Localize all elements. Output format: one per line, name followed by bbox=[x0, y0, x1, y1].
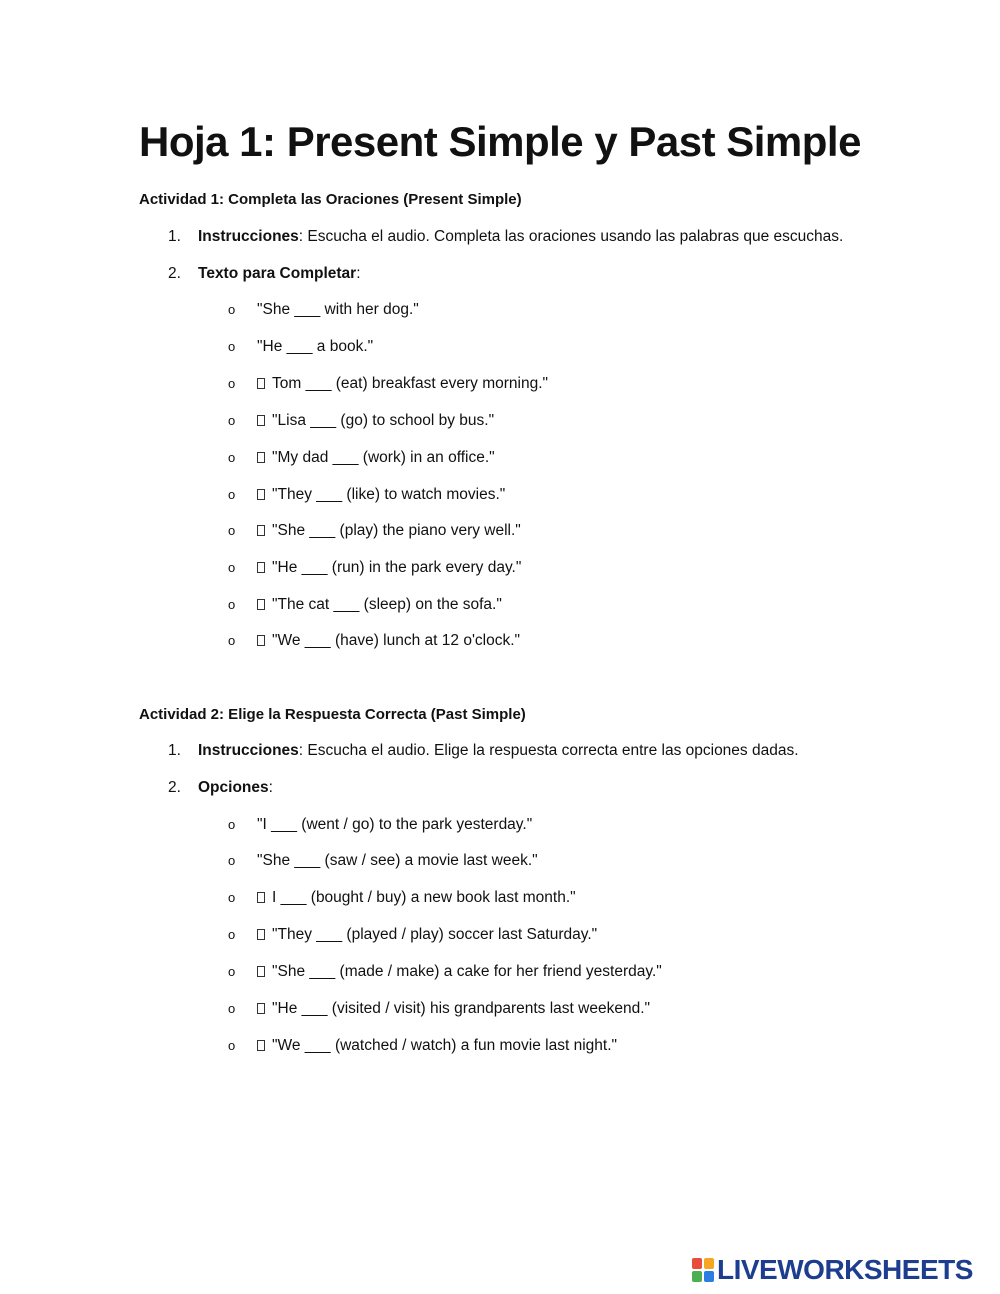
bullet-icon: o bbox=[228, 339, 236, 354]
bullet-icon: o bbox=[228, 1038, 236, 1053]
list-item bbox=[228, 338, 373, 356]
activity-2-heading: Actividad 2: Elige la Respuesta Correcta (Past Simple) bbox=[139, 706, 526, 723]
sentence-text: "I ___ (went / go) to the park yesterday." bbox=[257, 816, 533, 833]
list-item bbox=[228, 852, 538, 870]
sentence-text: I ___ (bought / buy) a new book last month." bbox=[272, 889, 576, 906]
logo-square bbox=[704, 1258, 714, 1269]
list-number: 2. bbox=[168, 265, 181, 282]
missing-glyph-icon bbox=[257, 525, 265, 536]
missing-glyph-icon bbox=[257, 378, 265, 389]
liveworksheets-logo bbox=[692, 1254, 973, 1286]
sentence-text: "She ___ with her dog." bbox=[257, 301, 419, 318]
list-number: 2. bbox=[168, 779, 181, 796]
item-label: Instrucciones bbox=[198, 742, 299, 759]
sentence-text: "She ___ (saw / see) a movie last week." bbox=[257, 852, 538, 869]
list-item bbox=[228, 926, 597, 944]
list-item bbox=[228, 559, 521, 577]
list-item bbox=[228, 301, 419, 319]
activity-1-text-to-complete bbox=[168, 265, 361, 283]
item-label: Instrucciones bbox=[198, 228, 299, 245]
missing-glyph-icon bbox=[257, 892, 265, 903]
list-item bbox=[228, 412, 494, 430]
bullet-icon: o bbox=[228, 964, 236, 979]
bullet-icon: o bbox=[228, 413, 236, 428]
missing-glyph-icon bbox=[257, 1003, 265, 1014]
bullet-icon: o bbox=[228, 890, 236, 905]
sentence-text: "He ___ (visited / visit) his grandparents last weekend." bbox=[272, 1000, 651, 1017]
logo-square bbox=[692, 1258, 702, 1269]
list-item bbox=[228, 486, 505, 504]
missing-glyph-icon bbox=[257, 562, 265, 573]
list-item bbox=[228, 522, 521, 540]
activity-2-options bbox=[168, 779, 273, 797]
list-item bbox=[228, 963, 662, 981]
bullet-icon: o bbox=[228, 376, 236, 391]
activity-1-heading: Actividad 1: Completa las Oraciones (Present Simple) bbox=[139, 191, 522, 208]
bullet-icon: o bbox=[228, 560, 236, 575]
list-item bbox=[228, 889, 576, 907]
list-item bbox=[228, 375, 548, 393]
sentence-text: "They ___ (played / play) soccer last Saturday." bbox=[272, 926, 598, 943]
missing-glyph-icon bbox=[257, 966, 265, 977]
logo-square bbox=[692, 1271, 702, 1282]
sentence-text: "We ___ (watched / watch) a fun movie last night." bbox=[272, 1037, 617, 1054]
bullet-icon: o bbox=[228, 633, 236, 648]
activity-2-instructions bbox=[168, 742, 799, 760]
brand-text: LIVEWORKSHEETS bbox=[717, 1254, 973, 1285]
sentence-text: "He ___ a book." bbox=[257, 338, 374, 355]
item-text: : Escucha el audio. Elige la respuesta correcta entre las opciones dadas. bbox=[298, 742, 799, 759]
missing-glyph-icon bbox=[257, 415, 265, 426]
item-text: : Escucha el audio. Completa las oraciones usando las palabras que escuchas. bbox=[298, 228, 844, 245]
sentence-text: "The cat ___ (sleep) on the sofa." bbox=[272, 596, 502, 613]
missing-glyph-icon bbox=[257, 929, 265, 940]
bullet-icon: o bbox=[228, 1001, 236, 1016]
logo-square bbox=[704, 1271, 714, 1282]
item-text: : bbox=[268, 779, 273, 796]
sentence-text: "We ___ (have) lunch at 12 o'clock." bbox=[272, 632, 521, 649]
list-number: 1. bbox=[168, 742, 181, 759]
list-item bbox=[228, 449, 495, 467]
sentence-text: "She ___ (play) the piano very well." bbox=[272, 522, 521, 539]
sentence-text: "They ___ (like) to watch movies." bbox=[272, 486, 506, 503]
missing-glyph-icon bbox=[257, 599, 265, 610]
list-item bbox=[228, 632, 520, 650]
missing-glyph-icon bbox=[257, 1040, 265, 1051]
item-label: Texto para Completar bbox=[198, 265, 357, 282]
item-label: Opciones bbox=[198, 779, 269, 796]
missing-glyph-icon bbox=[257, 489, 265, 500]
list-item bbox=[228, 1000, 650, 1018]
missing-glyph-icon bbox=[257, 452, 265, 463]
bullet-icon: o bbox=[228, 302, 236, 317]
sentence-text: "Lisa ___ (go) to school by bus." bbox=[272, 412, 495, 429]
bullet-icon: o bbox=[228, 853, 236, 868]
list-item bbox=[228, 816, 532, 834]
bullet-icon: o bbox=[228, 927, 236, 942]
bullet-icon: o bbox=[228, 487, 236, 502]
bullet-icon: o bbox=[228, 523, 236, 538]
missing-glyph-icon bbox=[257, 635, 265, 646]
sentence-text: Tom ___ (eat) breakfast every morning." bbox=[272, 375, 549, 392]
bullet-icon: o bbox=[228, 597, 236, 612]
sentence-text: "My dad ___ (work) in an office." bbox=[272, 449, 495, 466]
activity-1-instructions bbox=[168, 228, 843, 246]
list-item bbox=[228, 596, 502, 614]
list-number: 1. bbox=[168, 228, 181, 245]
sentence-text: "She ___ (made / make) a cake for her friend yesterday." bbox=[272, 963, 662, 980]
item-text: : bbox=[356, 265, 361, 282]
bullet-icon: o bbox=[228, 817, 236, 832]
list-item bbox=[228, 1037, 617, 1055]
liveworksheets-logo-icon bbox=[692, 1258, 714, 1282]
sentence-text: "He ___ (run) in the park every day." bbox=[272, 559, 522, 576]
page-title: Hoja 1: Present Simple y Past Simple bbox=[139, 118, 861, 165]
bullet-icon: o bbox=[228, 450, 236, 465]
